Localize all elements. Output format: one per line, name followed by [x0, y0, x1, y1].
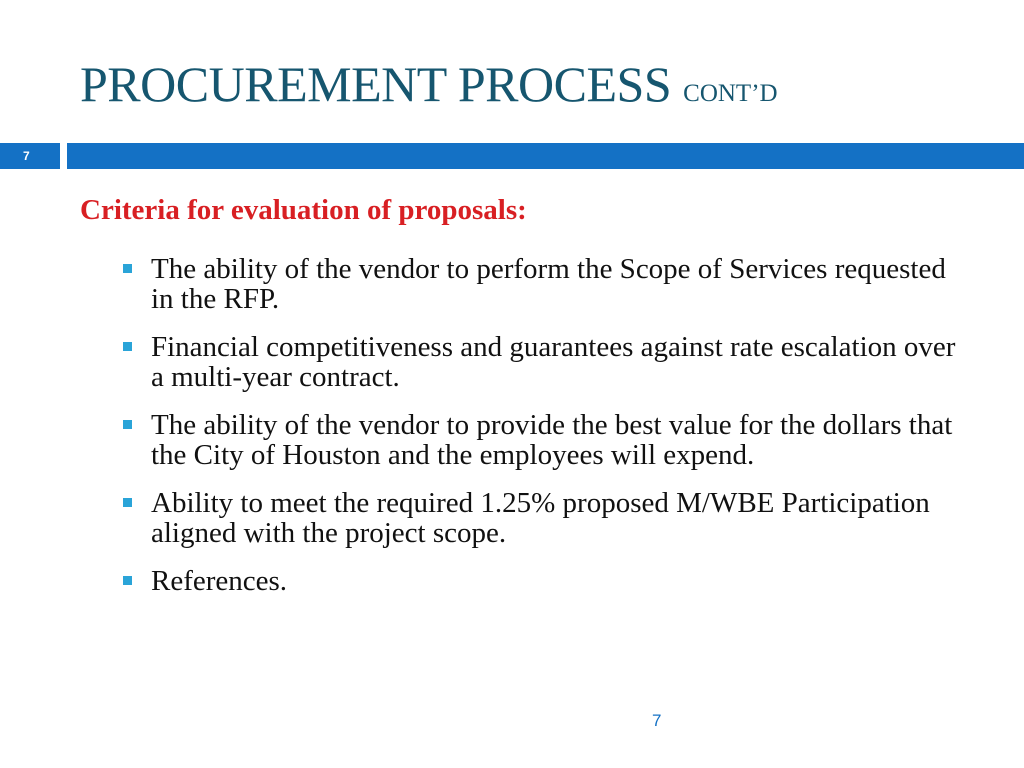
criteria-item-text: Financial competitiveness and guarantees against rate escalation over a multi-year contract. [151, 331, 956, 393]
square-bullet-icon [123, 498, 132, 507]
criteria-item-5 [118, 566, 968, 596]
slide-number-badge-text: 7 [23, 149, 30, 163]
header-accent-bar [67, 143, 1024, 169]
slide-number-badge [0, 143, 60, 169]
criteria-heading: Criteria for evaluation of proposals: [80, 194, 527, 226]
criteria-item-text: The ability of the vendor to perform the Scope of Services requested in the RFP. [151, 253, 946, 315]
criteria-item-text: References. [151, 565, 288, 597]
slide-title-main: PROCUREMENT PROCESS [80, 56, 672, 112]
square-bullet-icon [123, 342, 132, 351]
criteria-item-2 [118, 332, 968, 392]
criteria-item-4 [118, 488, 968, 548]
criteria-list [118, 254, 968, 614]
slide-title-continued: CONT’D [683, 80, 778, 107]
page-number: 7 [652, 711, 662, 730]
square-bullet-icon [123, 420, 132, 429]
criteria-item-text: Ability to meet the required 1.25% proposed M/WBE Participation aligned with the project scope. [151, 487, 930, 549]
square-bullet-icon [123, 264, 132, 273]
criteria-item-1 [118, 254, 968, 314]
slide-title [80, 56, 778, 122]
criteria-item-3 [118, 410, 968, 470]
criteria-item-text: The ability of the vendor to provide the best value for the dollars that the City of Houston and the employees will expend. [151, 409, 953, 471]
square-bullet-icon [123, 576, 132, 585]
